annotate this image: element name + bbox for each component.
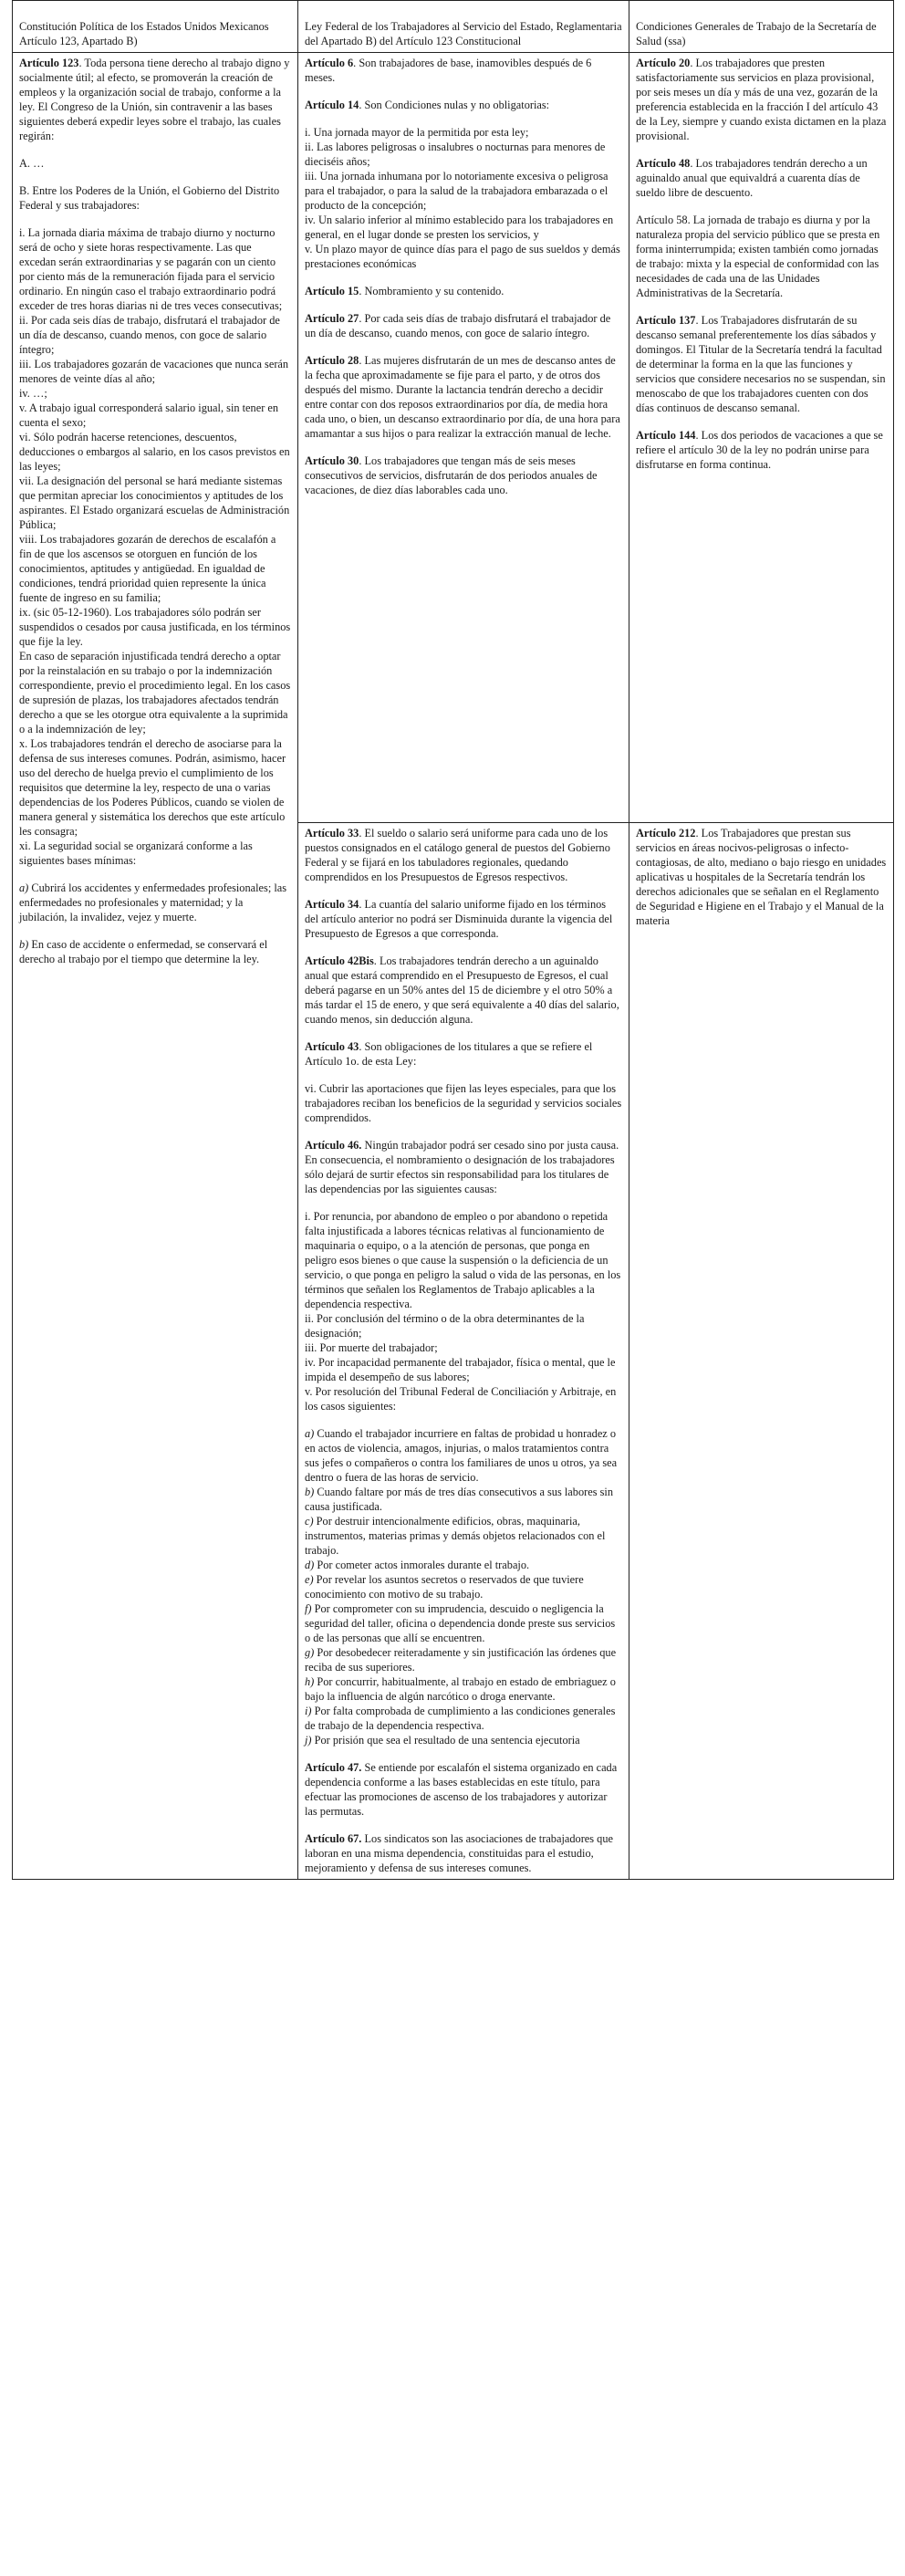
art14-item: ii. Las labores peligrosas o insalubres o nocturnas para menores de dieciséis años; (305, 141, 606, 168)
cell-ley-federal-1 (298, 53, 629, 823)
art212-paragraph (636, 826, 887, 928)
art47-paragraph (305, 1760, 622, 1819)
art137-title: Artículo 137 (636, 314, 696, 327)
subitem-letter: g) (305, 1646, 315, 1659)
art42bis-paragraph (305, 954, 622, 1027)
art46-list (305, 1209, 622, 1413)
art27-paragraph (305, 311, 622, 340)
fraccion-item: vii. La designación del personal se hará mediante sistemas que permitan apreciar los conocimientos y aptitudes de los aspirantes. El Estado organizará escuelas de Administración Pública; (19, 475, 290, 531)
subitem-text: Por revelar los asuntos secretos o reservados de que tuviere conocimiento con motivo de su trabajo. (305, 1573, 584, 1601)
art20-text: . Los trabajadores que presten satisfactoriamente sus servicios en plaza provisional, por seis meses un día y más de una vez, gozarán de la preferencia establecida en la fracción I del artículo 43 de la Ley, siempre y cuando exista dictamen en la plaza provisional. (636, 57, 887, 142)
art42bis-text: . Los trabajadores tendrán derecho a un aguinaldo anual que estará comprendido en el Presupuesto de Egresos, el cual deberá pagarse en un 50% antes del 15 de diciembre y el otro 50% a más tardar el 15 de enero, y que será equivalente a 40 días del salario, cuando menos, sin deducción alguna. (305, 954, 619, 1026)
subitem-text: Cuando el trabajador incurriere en faltas de probidad u honradez o en actos de violencia, amagos, injurias, o malos tratamientos contra sus jefes o compañeros o contra los familiares de unos u otros, ya sea dentro o fuera de las horas de servicio. (305, 1427, 618, 1484)
fraccion-xi-a-text: Cubrirá los accidentes y enfermedades profesionales; las enfermedades no profesionales y maternidad; y la jubilación, la invalidez, vejez y muerte. (19, 881, 287, 923)
subitem-letter: f) (305, 1602, 312, 1615)
cell-ley-federal-2 (298, 823, 629, 1880)
art42bis-title: Artículo 42Bis (305, 954, 374, 967)
subitem-text: Por cometer actos inmorales durante el trabajo. (314, 1559, 530, 1571)
art144-text: . Los dos periodos de vacaciones a que se refiere el artículo 30 de la ley no podrán unirse para disfrutarse en forma continua. (636, 429, 883, 471)
art14-item: i. Una jornada mayor de la permitida por esta ley; (305, 126, 529, 139)
subitem-text: Por destruir intencionalmente edificios, obras, maquinaria, instrumentos, materias primas y demás objetos relacionados con el trabajo. (305, 1515, 606, 1557)
fraccion-item: iii. Los trabajadores gozarán de vacaciones que nunca serán menores de veinte días al año; (19, 358, 289, 385)
art15-title: Artículo 15 (305, 285, 359, 297)
art47-text: Se entiende por escalafón el sistema organizado en cada dependencia conforme a las bases establecidas en este título, para efectuar las promociones de ascenso de los trabajadores y autorizar las permutas. (305, 1761, 618, 1818)
header-condiciones-ssa: Condiciones Generales de Trabajo de la Secretaría de Salud (ssa) (629, 1, 894, 53)
subitem-letter: a) (305, 1427, 315, 1440)
art30-paragraph (305, 454, 622, 497)
art137-paragraph (636, 313, 887, 415)
subitem-text: Cuando faltare por más de tres días consecutivos a sus labores sin causa justificada. (305, 1486, 614, 1513)
art46-subitem (305, 1704, 622, 1733)
art14-text: . Son Condiciones nulas y no obligatorias: (359, 99, 550, 111)
subitem-letter: e) (305, 1573, 314, 1586)
art6-text: . Son trabajadores de base, inamovibles después de 6 meses. (305, 57, 592, 84)
art48-paragraph (636, 156, 887, 200)
art33-paragraph (305, 826, 622, 884)
art46-item: ii. Por conclusión del término o de la obra determinantes de la designación; (305, 1312, 585, 1340)
art33-title: Artículo 33 (305, 827, 359, 840)
art123-paragraph (19, 56, 291, 143)
subitem-letter: b) (305, 1486, 315, 1498)
fraccion-item: ix. (sic 05-12-1960). Los trabajadores sólo podrán ser suspendidos o cesados por causa justificada, en los términos que fije la ley. (19, 606, 291, 648)
cell-constitucion (13, 53, 298, 1880)
fraccion-item: v. A trabajo igual corresponderá salario igual, sin tener en cuenta el sexo; (19, 402, 279, 429)
fraccion-xi-b (19, 937, 291, 966)
art46-subitem (305, 1645, 622, 1674)
art28-title: Artículo 28 (305, 354, 359, 367)
cell-condiciones-ssa-2 (629, 823, 894, 1880)
art14-item: iv. Un salario inferior al mínimo establecido para los trabajadores en general, en el lugar donde se presten los servicios, y (305, 214, 614, 241)
art144-paragraph (636, 428, 887, 472)
table-row (13, 53, 894, 823)
art20-title: Artículo 20 (636, 57, 691, 69)
art14-title: Artículo 14 (305, 99, 359, 111)
art123-text: . Toda persona tiene derecho al trabajo digno y socialmente útil; al efecto, se promoverán la creación de empleos y la organización social de trabajo, conforme a la ley. El Congreso de la Unión, sin contravenir a las bases siguientes deberá expedir leyes sobre el trabajo, las cuales regirán: (19, 57, 290, 142)
art46-item: v. Por resolución del Tribunal Federal de Conciliación y Arbitraje, en los casos siguientes: (305, 1385, 617, 1413)
art46-subitem (305, 1558, 622, 1572)
fraccion-item: xi. La seguridad social se organizará conforme a las siguientes bases mínimas: (19, 840, 253, 867)
art137-text: . Los Trabajadores disfrutarán de su descanso semanal preferentemente los días sábados y domingos. El Titular de la Secretaría tendrá la facultad de determinar la forma en la que las funciones y servicios que considere necesarios no se suspendan, sin menoscabo de que los trabajadores cuenten con dos días continuos de descanso semanal. (636, 314, 886, 414)
fraccion-item: ii. Por cada seis días de trabajo, disfrutará el trabajador de un día de descanso, cuando menos, con goce de salario íntegro; (19, 314, 280, 356)
art43-paragraph (305, 1039, 622, 1069)
subitem-text: Por comprometer con su imprudencia, descuido o negligencia la seguridad del taller, oficina o dependencia donde preste sus servicios o de las personas que allí se encuentren. (305, 1602, 616, 1644)
art144-title: Artículo 144 (636, 429, 696, 442)
art46-paragraph (305, 1138, 622, 1196)
art30-title: Artículo 30 (305, 454, 359, 467)
art46-subitem (305, 1485, 622, 1514)
apartado-a: A. … (19, 157, 45, 170)
fraccion-xi-a-letter: a) (19, 881, 29, 894)
art212-text: . Los Trabajadores que prestan sus servicios en áreas nocivos-peligrosas o infecto-contagiosas, de alto, mediano o bajo riesgo en unidades aplicativas u hospitales de la Secretaría tendrán los derechos adicionales que se señalan en el Reglamento de Seguridad e Higiene en el Trabajo y el Manual de la materia (636, 827, 887, 927)
art34-paragraph (305, 897, 622, 941)
comparison-table (12, 0, 894, 1880)
subitem-letter: c) (305, 1515, 314, 1528)
art15-paragraph (305, 284, 622, 298)
header-constitucion: Constitución Política de los Estados Unidos Mexicanos Artículo 123, Apartado B) (13, 1, 298, 53)
art46-item: iii. Por muerte del trabajador; (305, 1341, 438, 1354)
art46-subitem (305, 1572, 622, 1601)
art46-text: Ningún trabajador podrá ser cesado sino por justa causa. En consecuencia, el nombramiento o designación de los trabajadores sólo dejará de surtir efectos sin responsabilidad para los titulares de las dependencias por las siguientes causas: (305, 1139, 619, 1195)
art30-text: . Los trabajadores que tengan más de seis meses consecutivos de servicios, disfrutarán de dos periodos anuales de vacaciones, de diez días laborables cada uno. (305, 454, 598, 496)
art46-subitem (305, 1514, 622, 1558)
fraccion-item: viii. Los trabajadores gozarán de derechos de escalafón a fin de que los ascensos se otorguen en función de los conocimientos, aptitudes y antigüedad. En igualdad de condiciones, tendrá prioridad quien represente la única fuente de ingreso en su familia; (19, 533, 276, 604)
art123-title: Artículo 123 (19, 57, 79, 69)
fracciones-list (19, 225, 291, 868)
art46-subitem (305, 1674, 622, 1704)
art46-item: i. Por renuncia, por abandono de empleo o por abandono o repetida falta injustificada a labores técnicas relativas al funcionamiento de maquinaria o equipo, o a la atención de personas, que ponga en peligro esos bienes o que cause la suspensión o la deficiencia de un servicio, o que ponga en peligro la salud o vida de las personas, en los términos que señalen los Reglamentos de Trabajo aplicables a la dependencia respectiva. (305, 1210, 621, 1310)
header-ley-federal: Ley Federal de los Trabajadores al Servicio del Estado, Reglamentaria del Apartado B) del Artículo 123 Constitucional (298, 1, 629, 53)
art212-title: Artículo 212 (636, 827, 696, 840)
art27-title: Artículo 27 (305, 312, 359, 325)
art14-list (305, 125, 622, 271)
art46-subitem (305, 1601, 622, 1645)
subitem-text: Por prisión que sea el resultado de una sentencia ejecutoria (311, 1734, 580, 1747)
art6-paragraph (305, 56, 622, 85)
subitem-text: Por desobedecer reiteradamente y sin justificación las órdenes que reciba de sus superiores. (305, 1646, 617, 1674)
art47-title: Artículo 47. (305, 1761, 362, 1774)
art14-paragraph (305, 98, 622, 112)
art28-paragraph (305, 353, 622, 441)
art67-text: Los sindicatos son las asociaciones de trabajadores que laboran en una misma dependencia, constituidas para el estudio, mejoramiento y defensa de sus intereses comunes. (305, 1832, 614, 1874)
art27-text: . Por cada seis días de trabajo disfrutará el trabajador de un día de descanso, cuando menos, con goce de salario íntegro. (305, 312, 611, 339)
fraccion-item: En caso de separación injustificada tendrá derecho a optar por la reinstalación en su trabajo o por la indemnización correspondiente, previo el procedimiento legal. En los casos de supresión de plazas, los trabajadores afectados tendrán derecho a que se les otorgue otra equivalente a la suprimida o a la indemnización de ley; (19, 650, 291, 735)
art28-text: . Las mujeres disfrutarán de un mes de descanso antes de la fecha que aproximadamente se fije para el parto, y de otros dos después del mismo. Durante la lactancia tendrán derecho a decidir entre contar con dos reposos extraordinarios por día, de media hora cada uno, o bien, un descanso extraordinario por día, de una hora para amamantar a sus hijos o para realizar la extracción manual de leche. (305, 354, 620, 440)
subitem-letter: d) (305, 1559, 315, 1571)
art20-paragraph (636, 56, 887, 143)
subitem-text: Por concurrir, habitualmente, al trabajo en estado de embriaguez o bajo la influencia de algún narcótico o droga enervante. (305, 1675, 616, 1703)
art48-text: . Los trabajadores tendrán derecho a un aguinaldo anual que equivaldrá a cuarenta días de sueldo libre de descuento. (636, 157, 868, 199)
art14-item: v. Un plazo mayor de quince días para el pago de sus sueldos y demás prestaciones económicas (305, 243, 620, 270)
art46-subitem (305, 1426, 622, 1485)
art43-fraccion-vi: vi. Cubrir las aportaciones que fijen las leyes especiales, para que los trabajadores reciban los beneficios de la seguridad y servicios sociales comprendidos. (305, 1082, 622, 1124)
fraccion-item: i. La jornada diaria máxima de trabajo diurno y nocturno será de ocho y siete horas respectivamente. Las que excedan serán extraordinarias y se pagarán con un ciento por ciento más de la remuneración fijada para el servicio ordinario. En ningún caso el trabajo extraordinario podrá exceder de tres horas diarias ni de tres veces consecutivas; (19, 226, 283, 312)
art67-title: Artículo 67. (305, 1832, 362, 1845)
fraccion-item: vi. Sólo podrán hacerse retenciones, descuentos, deducciones o embargos al salario, en los casos previstos en las leyes; (19, 431, 290, 473)
art48-title: Artículo 48 (636, 157, 691, 170)
art6-title: Artículo 6 (305, 57, 354, 69)
apartado-b-intro: B. Entre los Poderes de la Unión, el Gobierno del Distrito Federal y sus trabajadores: (19, 184, 280, 212)
subitem-letter: h) (305, 1675, 315, 1688)
art46-subitem (305, 1733, 622, 1747)
art67-paragraph (305, 1831, 622, 1875)
art46-title: Artículo 46. (305, 1139, 362, 1152)
fraccion-xi-b-text: En caso de accidente o enfermedad, se conservará el derecho al trabajo por el tiempo que determine la ley. (19, 938, 268, 965)
cell-condiciones-ssa-1 (629, 53, 894, 823)
fraccion-item: x. Los trabajadores tendrán el derecho de asociarse para la defensa de sus intereses comunes. Podrán, asimismo, hacer uso del derecho de huelga previo el cumplimiento de los requisitos que determine la ley, respecto de una o varias dependencias de los Poderes Públicos, cuando se violen de manera general y sistemática los derechos que este artículo les consagra; (19, 737, 286, 838)
art34-title: Artículo 34 (305, 898, 359, 911)
art33-text: . El sueldo o salario será uniforme para cada uno de los puestos consignados en el catálogo general de puestos del Gobierno Federal y se fijará en los tabuladores regionales, quedando comprendidos en los Presupuestos de Egresos respectivos. (305, 827, 610, 883)
subitem-text: Por falta comprobada de cumplimiento a las condiciones generales de trabajo de la dependencia respectiva. (305, 1705, 616, 1732)
fraccion-xi-a (19, 881, 291, 924)
art15-text: . Nombramiento y su contenido. (359, 285, 505, 297)
art46-item: iv. Por incapacidad permanente del trabajador, física o mental, que le impida el desempeño de sus labores; (305, 1356, 616, 1383)
fraccion-item: iv. …; (19, 387, 47, 400)
art14-item: iii. Una jornada inhumana por lo notoriamente excesiva o peligrosa para el trabajador, o para la salud de la trabajadora embarazada o el producto de la concepción; (305, 170, 609, 212)
art46-subitems (305, 1426, 622, 1747)
subitem-letter: j) (305, 1734, 312, 1747)
fraccion-xi-b-letter: b) (19, 938, 29, 951)
art34-text: . La cuantía del salario uniforme fijado en los términos del artículo anterior no podrá ser Disminuida durante la vigencia del Presupuesto de Egresos a que corresponda. (305, 898, 613, 940)
art58-paragraph: Artículo 58. La jornada de trabajo es diurna y por la naturaleza propia del servicio público que se presta en forma ininterrumpida; existen también como jornadas de trabajo: mixta y la especial de conformidad con las necesidades de cada una de las Unidades Administrativas de la Secretaría. (636, 214, 880, 299)
art43-text: . Son obligaciones de los titulares a que se refiere el Artículo 1o. de esta Ley: (305, 1040, 593, 1068)
subitem-letter: i) (305, 1705, 312, 1717)
art43-title: Artículo 43 (305, 1040, 359, 1053)
table-header-row (13, 1, 894, 53)
